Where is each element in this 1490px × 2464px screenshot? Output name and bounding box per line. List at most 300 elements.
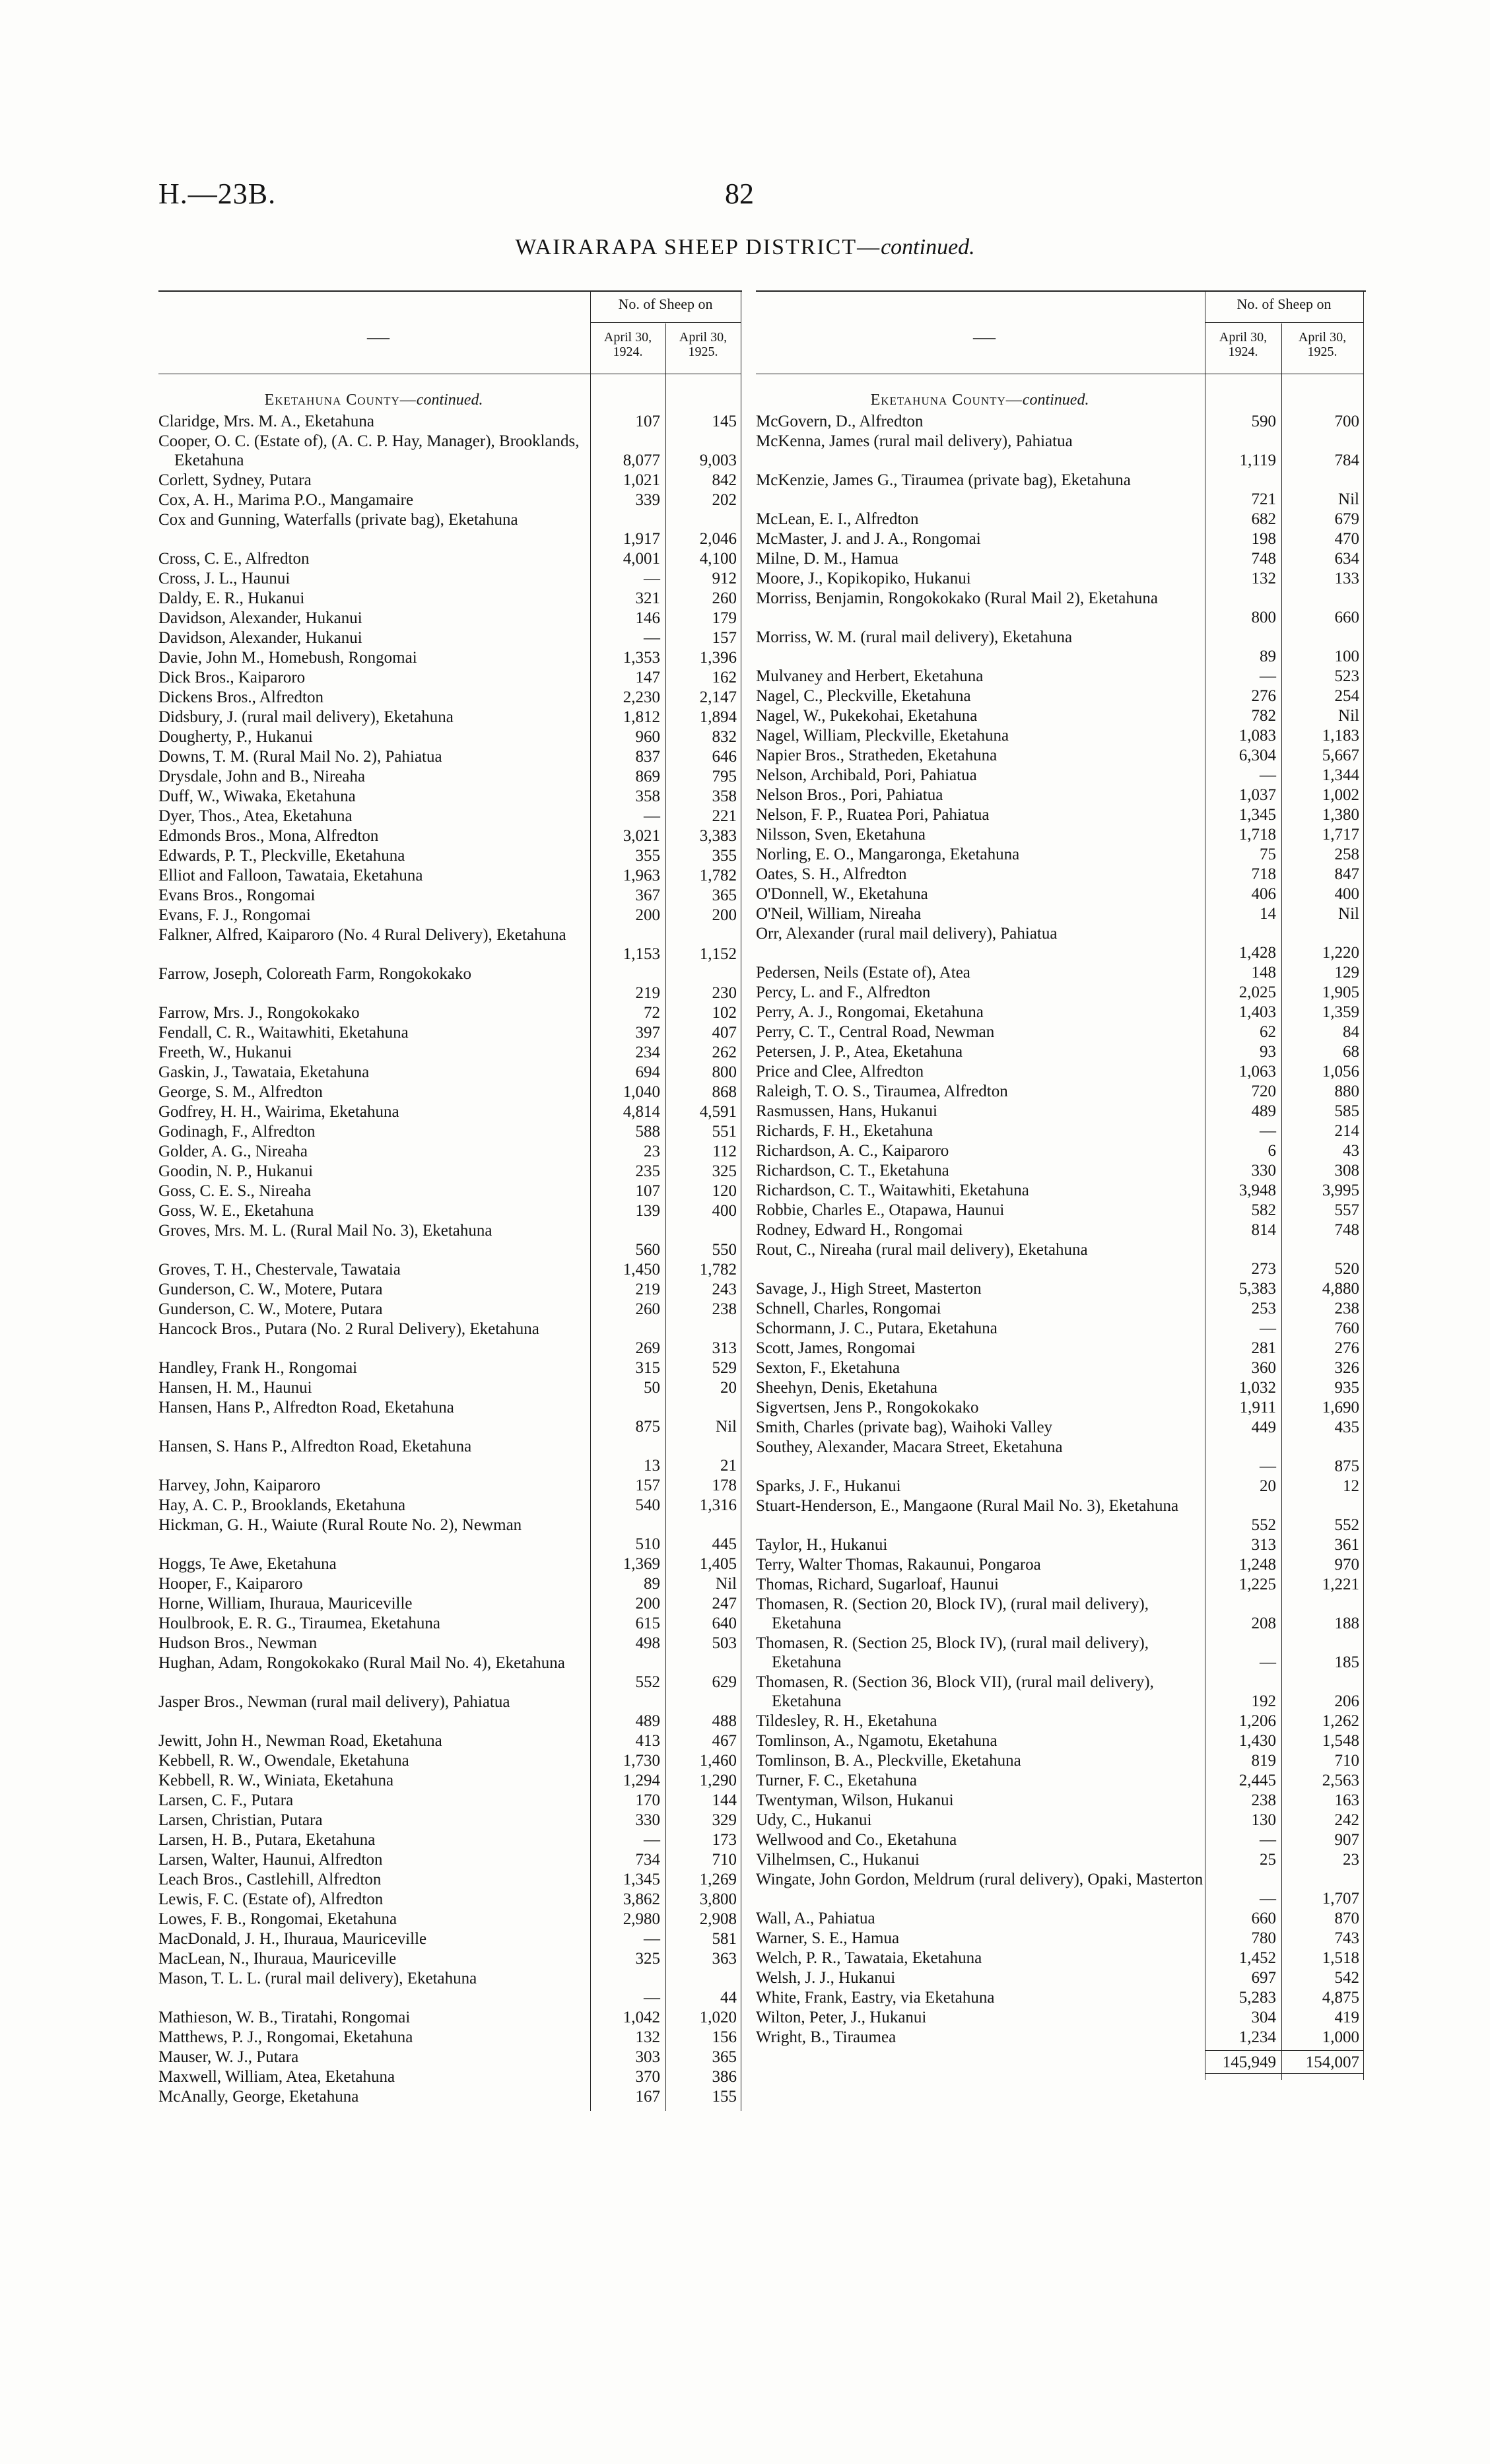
table-row [158, 886, 742, 905]
sheep-1924: 13 [644, 1457, 660, 1475]
sheep-1925: 188 [1334, 1615, 1359, 1632]
owner-name-address: Southey, Alexander, Macara Street, Eketahuna [756, 1438, 1063, 1456]
sheep-1925: 800 [712, 1063, 737, 1081]
sheep-1925: 112 [712, 1143, 737, 1160]
table-row [158, 628, 742, 648]
sheep-1924: 1,911 [1239, 1399, 1276, 1416]
sheep-1924: 2,445 [1238, 1772, 1276, 1789]
table-row [158, 2008, 742, 2027]
sheep-1924: 734 [635, 1851, 660, 1869]
sheep-1924: 330 [635, 1811, 660, 1829]
sheep-1925: 361 [1334, 1536, 1359, 1554]
table-row [158, 412, 742, 431]
owner-name-address: Goodin, N. P., Hukanui [158, 1162, 314, 1180]
sheep-1925: 1,717 [1322, 826, 1359, 844]
sheep-1925: 325 [712, 1162, 737, 1180]
owner-name-address: Perry, A. J., Rongomai, Eketahuna [756, 1003, 984, 1021]
sheep-1925: 748 [1334, 1221, 1359, 1239]
header-group-rule [1205, 322, 1363, 323]
table-row [158, 490, 742, 510]
owner-name-address: Hancock Bros., Putara (No. 2 Rural Delivery), Eketahuna [158, 1320, 539, 1338]
table-row [756, 1022, 1366, 1042]
sheep-1925: 1,316 [699, 1496, 737, 1514]
sheep-1924: 235 [635, 1162, 660, 1180]
total-1924: 145,949 [1222, 2053, 1276, 2071]
owner-name-address: Udy, C., Hukanui [756, 1811, 872, 1829]
table-row [158, 1594, 742, 1613]
owner-name-address: Groves, T. H., Chestervale, Tawataia [158, 1261, 401, 1279]
sheep-1925: 2,908 [699, 1910, 737, 1928]
sheep-1924: 139 [635, 1202, 660, 1220]
sheep-1925: 1,002 [1322, 786, 1359, 804]
table-row [756, 1477, 1366, 1496]
table-row [158, 1634, 742, 1653]
table-row [158, 1063, 742, 1082]
table-row [158, 1378, 742, 1397]
table-row [756, 510, 1366, 529]
sheep-1925: 84 [1343, 1023, 1359, 1041]
table-row [756, 412, 1366, 431]
table-row [158, 2048, 742, 2067]
sheep-1925: 581 [712, 1930, 737, 1948]
header-col-1924: April 30, 1924. [1219, 330, 1268, 359]
sheep-1924: 72 [644, 1004, 660, 1022]
owner-name-address: McKenna, James (rural mail delivery), Pahiatua [756, 432, 1073, 450]
table-row [158, 1280, 742, 1299]
sheep-1925: 503 [712, 1634, 737, 1652]
section-heading [158, 391, 589, 410]
sheep-1924: 147 [635, 669, 660, 686]
table-row [756, 1791, 1366, 1810]
table-row [756, 2008, 1366, 2027]
sheep-1924: 1,450 [623, 1261, 660, 1279]
table-row [158, 668, 742, 687]
table-row [158, 1043, 742, 1062]
sheep-1924: — [1260, 766, 1276, 784]
owner-name-address: Mathieson, W. B., Tiratahi, Rongomai [158, 2009, 411, 2026]
sheep-1925: 1,152 [699, 945, 737, 963]
sheep-1925: 552 [1334, 1516, 1359, 1534]
sheep-1925: 133 [1334, 570, 1359, 587]
table-row [158, 1574, 742, 1593]
sheep-1924: 1,206 [1238, 1712, 1276, 1730]
sheep-1925: 260 [712, 589, 737, 607]
sheep-1924: 75 [1260, 846, 1276, 863]
sheep-1925: 355 [712, 847, 737, 865]
owner-name-address: Larsen, Walter, Haunui, Alfredton [158, 1851, 383, 1869]
owner-name-address: Nagel, W., Pukekohai, Eketahuna [756, 707, 978, 725]
sheep-1925: 1,460 [699, 1752, 737, 1770]
table-row [756, 1102, 1366, 1121]
owner-name-address: MacLean, N., Ihuraua, Mauriceville [158, 1950, 397, 1968]
table-row [756, 1398, 1366, 1417]
owner-name-address: Evans Bros., Rongomai [158, 886, 316, 904]
owner-name-address: Welsh, J. J., Hukanui [756, 1969, 896, 1987]
sheep-1924: 303 [635, 2048, 660, 2066]
owner-name-address: Hudson Bros., Newman [158, 1634, 318, 1652]
sheep-1924: 355 [635, 847, 660, 865]
sheep-1924: 50 [644, 1379, 660, 1397]
owner-name-address: Stuart-Henderson, E., Mangaone (Rural Mail No. 3), Eketahuna [756, 1497, 1179, 1515]
sheep-1925: 120 [712, 1182, 737, 1200]
owner-name-address: Cox, A. H., Marima P.O., Mangamaire [158, 491, 414, 509]
page-title [0, 235, 1490, 260]
owner-name-address: Hoggs, Te Awe, Eketahuna [158, 1555, 337, 1573]
table-row [756, 1220, 1366, 1240]
table-row [756, 1929, 1366, 1948]
table-row [756, 589, 1366, 627]
sheep-1924: 148 [1251, 964, 1276, 982]
sheep-1925: 1,396 [699, 649, 737, 667]
owner-name-address: Cooper, O. C. (Estate of), (A. C. P. Hay, Manager), Brooklands, Eketahuna [158, 432, 580, 469]
table-row [158, 1653, 742, 1692]
table-row [158, 747, 742, 766]
table-row [756, 667, 1366, 686]
sheep-1925: 1,782 [699, 1261, 737, 1279]
owner-name-address: Raleigh, T. O. S., Tiraumea, Alfredton [756, 1082, 1008, 1100]
table-row [756, 746, 1366, 765]
owner-name-address: McKenzie, James G., Tiraumea (private bag), Eketahuna [756, 471, 1131, 489]
table-row [158, 964, 742, 1003]
sheep-1925: 363 [712, 1950, 737, 1968]
owner-name-address: Terry, Walter Thomas, Rakaunui, Pongaroa [756, 1556, 1041, 1574]
sheep-1924: — [1260, 1831, 1276, 1849]
table-row [756, 1968, 1366, 1987]
table-row [756, 2028, 1366, 2047]
table-row [756, 549, 1366, 568]
table-row [756, 1181, 1366, 1200]
sheep-1924: 1,730 [623, 1752, 660, 1770]
sheep-1925: 640 [712, 1615, 737, 1632]
table-row [756, 1948, 1366, 1968]
sheep-1924: 406 [1251, 885, 1276, 903]
owner-name-address: Percy, L. and F., Alfredton [756, 983, 931, 1001]
owner-name-address: Oates, S. H., Alfredton [756, 865, 907, 883]
section-heading-name: Eketahuna County— [870, 391, 1023, 409]
table-row [158, 1476, 742, 1495]
sheep-1925: 276 [1334, 1339, 1359, 1357]
sheep-1925: 242 [1334, 1811, 1359, 1829]
sheep-1925: 1,782 [699, 867, 737, 884]
table-row [756, 1082, 1366, 1101]
sheep-1924: 1,963 [623, 867, 660, 884]
table-row [756, 1595, 1366, 1633]
sheep-1924: 5,383 [1238, 1280, 1276, 1298]
owner-name-address: Hay, A. C. P., Brooklands, Eketahuna [158, 1496, 406, 1514]
owner-name-address: Godfrey, H. H., Wairima, Eketahuna [158, 1103, 399, 1121]
sheep-1924: 560 [635, 1241, 660, 1259]
table-row [158, 1162, 742, 1181]
owner-name-address: Twentyman, Wilson, Hukanui [756, 1791, 954, 1809]
table-row [158, 1142, 742, 1161]
owner-name-address: White, Frank, Eastry, via Eketahuna [756, 1989, 995, 2007]
sheep-1924: 321 [635, 589, 660, 607]
sheep-1924: — [1260, 667, 1276, 685]
table-row [158, 2028, 742, 2047]
owner-name-address: Sheehyn, Denis, Eketahuna [756, 1379, 937, 1397]
sheep-1924: 540 [635, 1496, 660, 1514]
owner-name-address: Nilsson, Sven, Eketahuna [756, 826, 926, 844]
table-row [158, 609, 742, 628]
table-row [158, 549, 742, 568]
owner-name-address: Dougherty, P., Hukanui [158, 728, 313, 746]
sheep-1925: Nil [1338, 490, 1359, 508]
sheep-1924: 20 [1260, 1477, 1276, 1495]
sheep-1925: 43 [1343, 1142, 1359, 1160]
sheep-1924: 682 [1251, 510, 1276, 528]
total-bottom-rule [1205, 2073, 1363, 2074]
sheep-1924: 253 [1251, 1300, 1276, 1317]
owner-name-address: Lowes, F. B., Rongomai, Eketahuna [158, 1910, 397, 1928]
owner-name-address: Horne, William, Ihuraua, Mauriceville [158, 1595, 413, 1613]
sheep-1924: 8,077 [623, 451, 660, 469]
sheep-1925: 386 [712, 2068, 737, 2086]
sheep-1924: 413 [635, 1732, 660, 1750]
owner-name-address: McAnally, George, Eketahuna [158, 2088, 359, 2106]
table-row [158, 1003, 742, 1022]
table-row [158, 1910, 742, 1929]
table-row [158, 1692, 742, 1731]
sheep-1925: 760 [1334, 1319, 1359, 1337]
sheep-1924: 1,225 [1238, 1576, 1276, 1593]
sheep-1925: 144 [712, 1791, 737, 1809]
owner-name-address: McLean, E. I., Alfredton [756, 510, 919, 528]
sheep-1925: 4,591 [699, 1103, 737, 1121]
owner-name-address: Drysdale, John and B., Nireaha [158, 768, 366, 785]
sheep-1925: Nil [716, 1575, 737, 1593]
sheep-1925: 1,905 [1322, 983, 1359, 1001]
table-row [756, 569, 1366, 588]
sheep-1925: 23 [1343, 1851, 1359, 1869]
header-col-1925: April 30, 1925. [679, 330, 728, 359]
section-heading-name: Eketahuna County— [264, 391, 417, 409]
sheep-1924: 489 [635, 1712, 660, 1730]
owner-name-address: O'Donnell, W., Eketahuna [756, 885, 928, 903]
sheep-1924: 146 [635, 609, 660, 627]
table-row [158, 648, 742, 667]
sheep-1925: 102 [712, 1004, 737, 1022]
sheep-1924: 200 [635, 1595, 660, 1613]
owner-name-address: Norling, E. O., Mangaronga, Eketahuna [756, 846, 1020, 863]
sheep-1924: 132 [635, 2028, 660, 2046]
table-row [756, 1555, 1366, 1574]
sheep-1924: 588 [635, 1123, 660, 1141]
sheep-1924: 367 [635, 886, 660, 904]
sheep-1925: 875 [1334, 1457, 1359, 1475]
table-row [756, 1279, 1366, 1298]
owner-name-address: Rodney, Edward H., Rongomai [756, 1221, 963, 1239]
table-row [158, 1221, 742, 1259]
table-row [158, 906, 742, 925]
sheep-1925: 9,003 [699, 451, 737, 469]
sheep-1925: 1,548 [1322, 1732, 1359, 1750]
sheep-1925: 3,995 [1322, 1182, 1359, 1199]
sheep-1925: 155 [712, 2088, 737, 2106]
sheep-1924: 4,001 [623, 550, 660, 568]
owner-name-address: Hughan, Adam, Rongokokako (Rural Mail No. 4), Eketahuna [158, 1654, 565, 1672]
sheep-1924: 1,234 [1238, 2028, 1276, 2046]
owner-name-address: Richardson, C. T., Eketahuna [756, 1162, 949, 1180]
sheep-1924: 6,304 [1238, 747, 1276, 764]
sheep-1925: 1,344 [1322, 766, 1359, 784]
table-row [158, 1515, 742, 1554]
table-row [158, 1850, 742, 1869]
table-row [756, 1240, 1366, 1279]
report-reference: H.—23B. [158, 178, 277, 210]
owner-name-address: Maxwell, William, Atea, Eketahuna [158, 2068, 395, 2086]
owner-name-address: Davidson, Alexander, Hukanui [158, 629, 362, 647]
table-header [158, 290, 742, 375]
table-row [756, 924, 1366, 962]
table-row [158, 1554, 742, 1574]
owner-name-address: Freeth, W., Hukanui [158, 1044, 292, 1061]
sheep-1925: 254 [1334, 687, 1359, 705]
sheep-1925: 832 [712, 728, 737, 746]
sheep-1925: 129 [1334, 964, 1359, 982]
table-row [158, 767, 742, 786]
sheep-1924: 960 [635, 728, 660, 746]
owner-name-address: Larsen, C. F., Putara [158, 1791, 294, 1809]
sheep-1924: 358 [635, 787, 660, 805]
sheep-1924: 837 [635, 748, 660, 766]
table-header [756, 290, 1366, 375]
sheep-1925: Nil [1338, 707, 1359, 725]
owner-name-address: Evans, F. J., Rongomai [158, 906, 311, 924]
sheep-1924: 132 [1251, 570, 1276, 587]
table-row [756, 1003, 1366, 1022]
sheep-1925: 419 [1334, 2009, 1359, 2026]
sheep-1925: 230 [712, 984, 737, 1002]
sheep-1925: 162 [712, 669, 737, 686]
table-row [756, 884, 1366, 904]
sheep-1925: 365 [712, 2048, 737, 2066]
sheep-1925: 445 [712, 1535, 737, 1553]
owner-name-address: Cross, C. E., Alfredton [158, 550, 310, 568]
table-row [756, 1830, 1366, 1849]
sheep-1924: 1,428 [1238, 944, 1276, 962]
owner-name-address: Sparks, J. F., Hukanui [756, 1477, 901, 1495]
sheep-1925: 173 [712, 1831, 737, 1849]
table-row [756, 1141, 1366, 1160]
owner-name-address: Scott, James, Rongomai [756, 1339, 916, 1357]
sheep-1925: 557 [1334, 1201, 1359, 1219]
sheep-1925: 629 [712, 1673, 737, 1691]
table-row [756, 1378, 1366, 1397]
table-row [756, 1535, 1366, 1554]
sheep-1925: 710 [1334, 1752, 1359, 1770]
total-row [756, 2053, 1366, 2072]
sheep-1925: 358 [712, 787, 737, 805]
sheep-1924: 1,040 [623, 1083, 660, 1101]
owner-name-address: Orr, Alexander (rural mail delivery), Pahiatua [756, 925, 1058, 943]
sheep-1925: Nil [1338, 905, 1359, 923]
sheep-1924: 869 [635, 768, 660, 785]
page-title-main: WAIRARAPA SHEEP DISTRICT— [515, 235, 881, 259]
table-row [158, 471, 742, 490]
sheep-1924: 4,814 [623, 1103, 660, 1121]
sheep-1925: 21 [720, 1457, 737, 1475]
table-row [158, 1731, 742, 1750]
owner-name-address: Rout, C., Nireaha (rural mail delivery), Eketahuna [756, 1241, 1088, 1259]
owner-name-address: Daldy, E. R., Hukanui [158, 589, 305, 607]
sheep-1925: 243 [712, 1281, 737, 1298]
owner-name-address: Corlett, Sydney, Putara [158, 471, 312, 489]
table-row [158, 1751, 742, 1770]
sheep-1925: 847 [1334, 865, 1359, 883]
sheep-1924: 449 [1251, 1418, 1276, 1436]
sheep-1924: 814 [1251, 1221, 1276, 1239]
sheep-1924: 304 [1251, 2009, 1276, 2026]
owner-name-address: Robbie, Charles E., Otapawa, Haunui [756, 1201, 1005, 1219]
sheep-1924: 370 [635, 2068, 660, 2086]
owner-name-address: Mason, T. L. L. (rural mail delivery), Eketahuna [158, 1970, 477, 1987]
table-row [756, 805, 1366, 824]
sheep-1924: 2,025 [1238, 983, 1276, 1001]
table-row [158, 925, 742, 964]
sheep-1924: 780 [1251, 1929, 1276, 1947]
table-row [756, 1299, 1366, 1318]
sheep-1925: 679 [1334, 510, 1359, 528]
sheep-1924: 498 [635, 1634, 660, 1652]
sheep-1924: 157 [635, 1477, 660, 1494]
owner-name-address: Schormann, J. C., Putara, Eketahuna [756, 1319, 998, 1337]
column-rule [665, 323, 666, 2111]
header-col-1924: April 30, 1924. [603, 330, 652, 359]
table-row [158, 1870, 742, 1889]
sheep-1924: 339 [635, 491, 660, 509]
owner-name-address: Goss, W. E., Eketahuna [158, 1202, 314, 1220]
sheep-1924: 1,430 [1238, 1732, 1276, 1750]
sheep-1924: 25 [1260, 1851, 1276, 1869]
sheep-1924: 2,230 [623, 688, 660, 706]
table-row [158, 1949, 742, 1968]
sheep-1925: 646 [712, 748, 737, 766]
owner-name-address: Edmonds Bros., Mona, Alfredton [158, 827, 379, 845]
table-row [158, 589, 742, 608]
sheep-1925: 550 [712, 1241, 737, 1259]
table-row [158, 1082, 742, 1102]
owner-name-address: Nagel, C., Pleckville, Eketahuna [756, 687, 971, 705]
owner-name-address: Schnell, Charles, Rongomai [756, 1300, 941, 1317]
header-sheep-group: No. of Sheep on [618, 296, 713, 312]
section-heading [756, 391, 1203, 410]
sheep-1925: 178 [712, 1477, 737, 1494]
sheep-1925: 970 [1334, 1556, 1359, 1574]
sheep-1925: 585 [1334, 1102, 1359, 1120]
sheep-1924: 697 [1251, 1969, 1276, 1987]
owner-name-address: Duff, W., Wiwaka, Eketahuna [158, 787, 356, 805]
table-row [158, 866, 742, 885]
owner-name-address: McMaster, J. and J. A., Rongomai [756, 530, 981, 548]
sheep-1924: 800 [1251, 609, 1276, 626]
sheep-1924: 330 [1251, 1162, 1276, 1180]
table-row [158, 1201, 742, 1220]
table-row [158, 2087, 742, 2106]
owner-name-address: Hansen, H. M., Haunui [158, 1379, 312, 1397]
sheep-1925: 12 [1343, 1477, 1359, 1495]
owner-name-address: Sexton, F., Eketahuna [756, 1359, 900, 1377]
sheep-1924: 273 [1251, 1260, 1276, 1278]
owner-name-address: Wright, B., Tiraumea [756, 2028, 897, 2046]
owner-name-address: Handley, Frank H., Rongomai [158, 1359, 358, 1377]
sheep-1924: 219 [635, 1281, 660, 1298]
sheep-1925: 68 [1343, 1043, 1359, 1061]
owner-name-address: Dyer, Thos., Atea, Eketahuna [158, 807, 353, 825]
sheep-1924: 1,063 [1238, 1063, 1276, 1081]
owner-name-address: Wingate, John Gordon, Meldrum (rural delivery), Opaki, Masterton [756, 1871, 1203, 1888]
table-row [158, 1182, 742, 1201]
header-sheep-group: No. of Sheep on [1236, 296, 1332, 312]
